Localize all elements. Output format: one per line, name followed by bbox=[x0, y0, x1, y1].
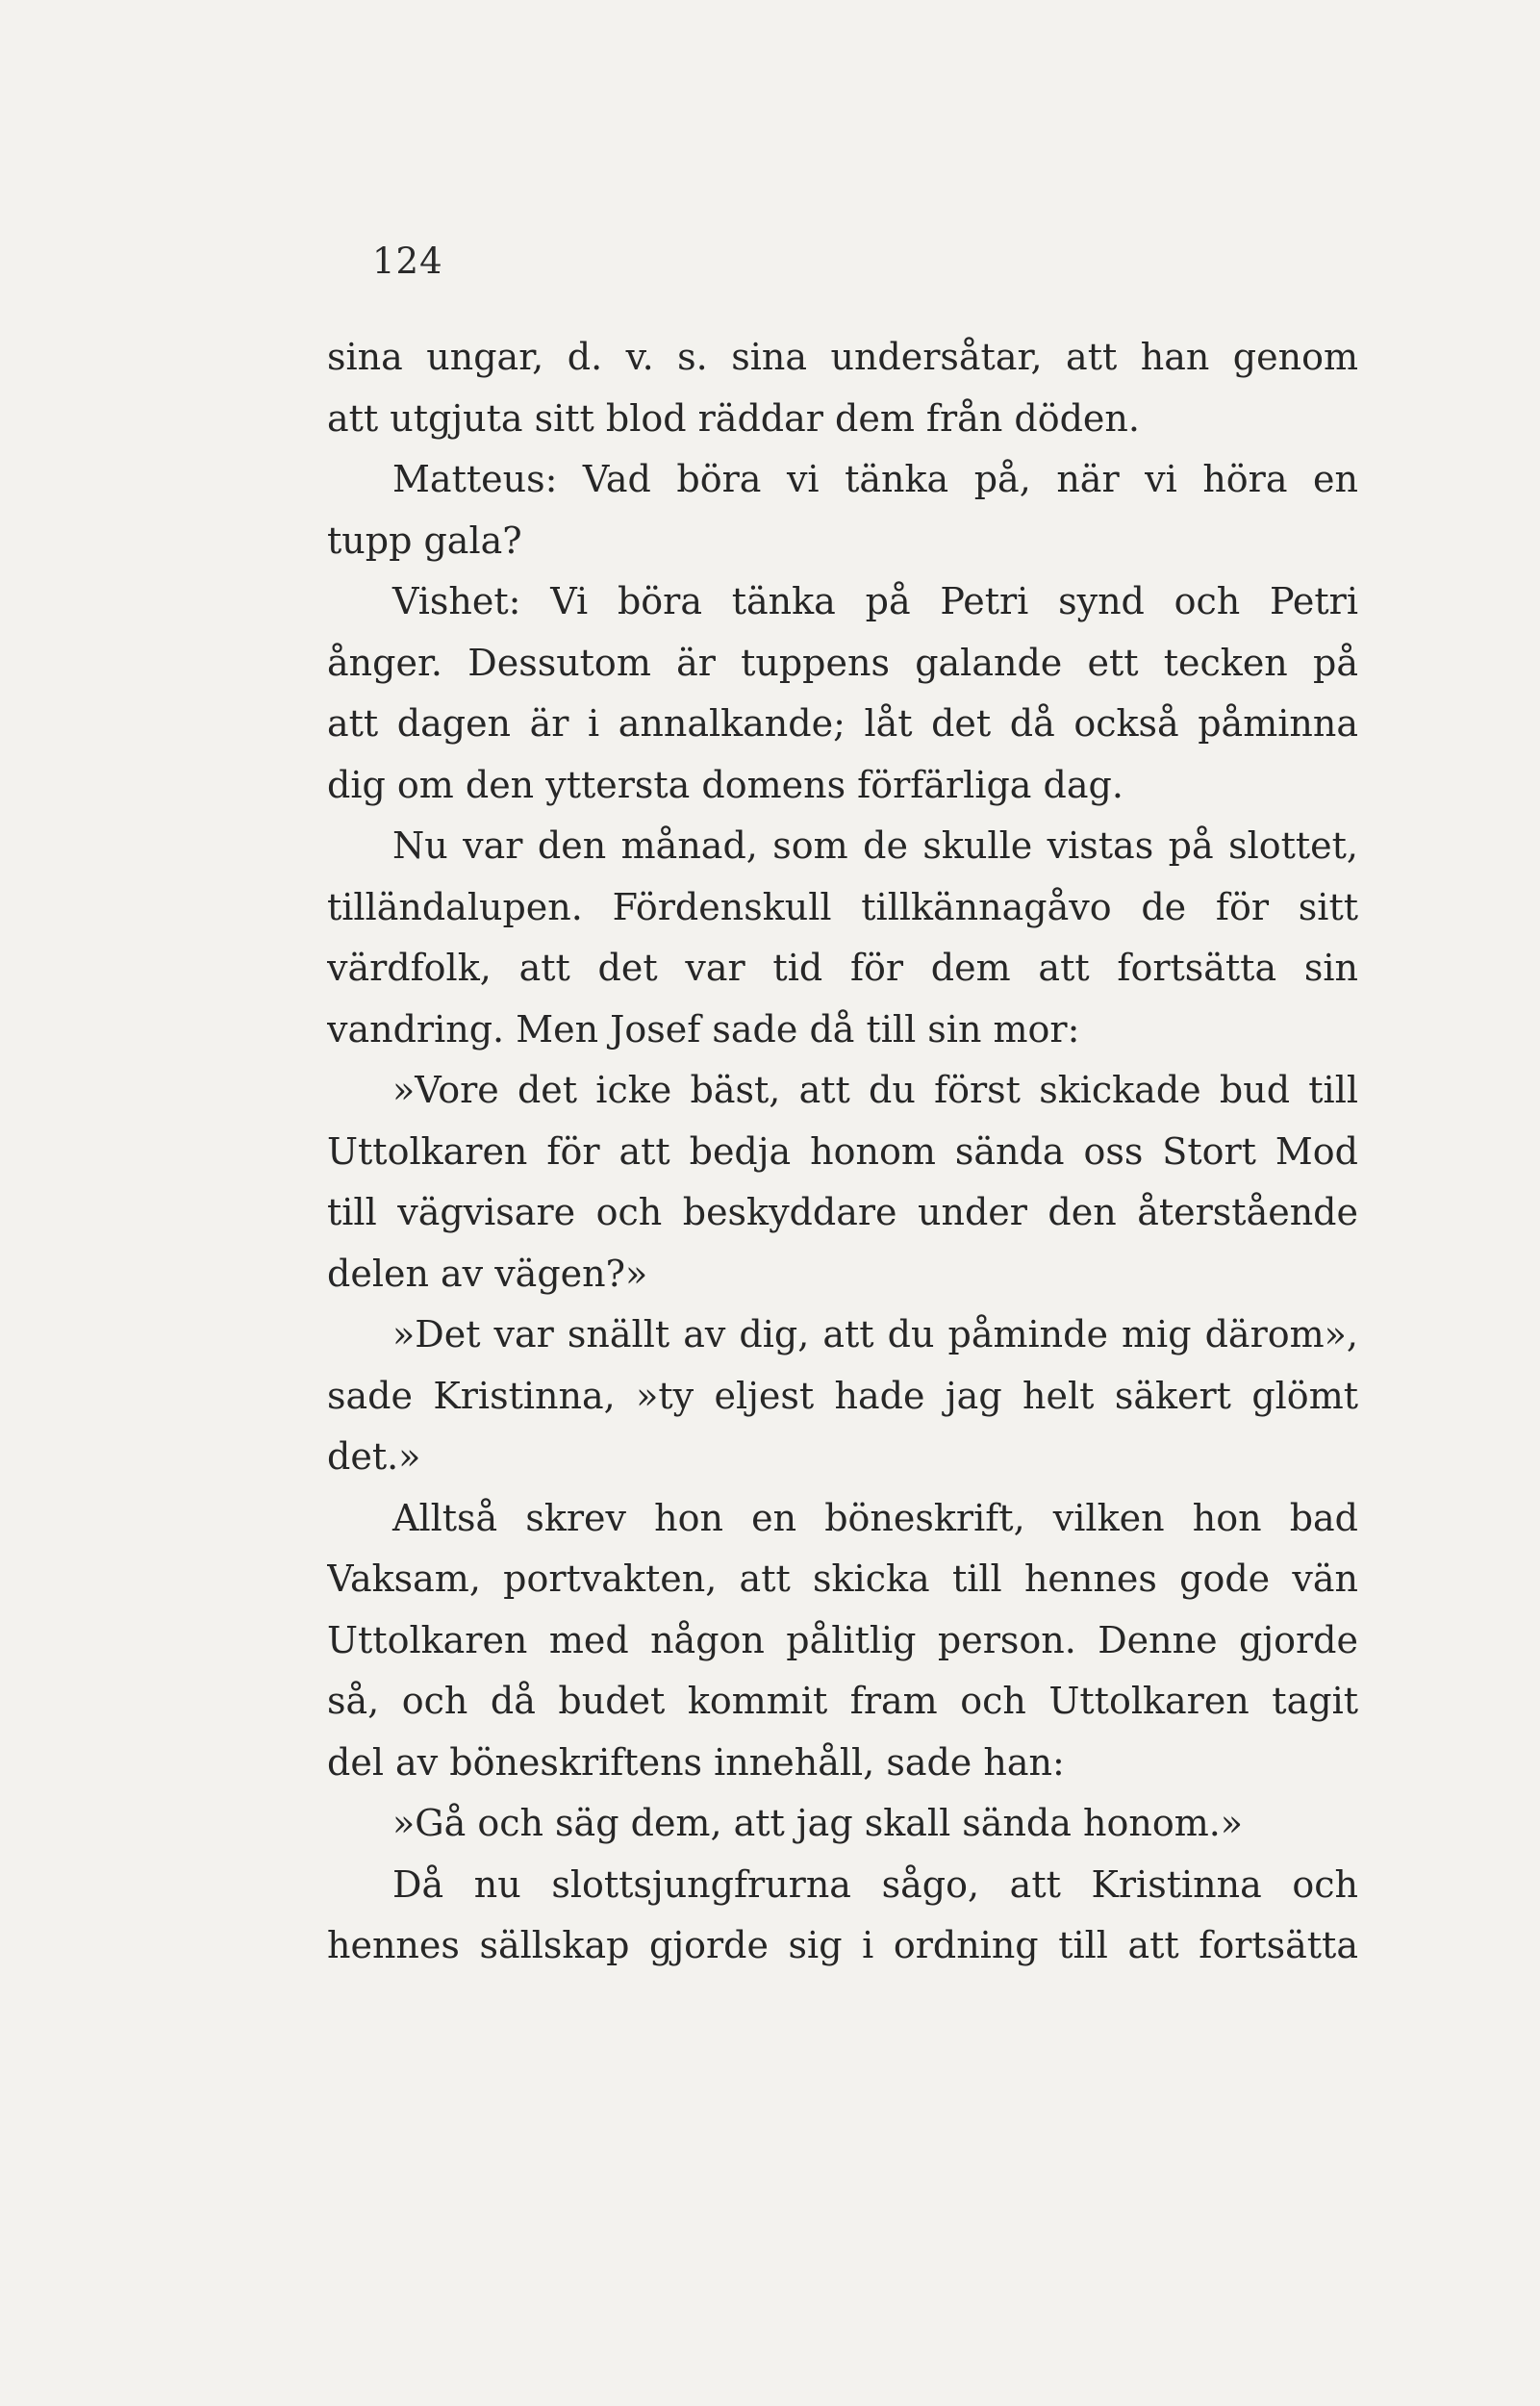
text-line: Uttolkaren för att bedja honom sända oss Stort Mod bbox=[327, 1129, 1358, 1173]
text-line: så, och då budet kommit fram och Uttolkaren tagit bbox=[327, 1680, 1358, 1722]
text-line: del av böneskriftens innehåll, sade han: bbox=[327, 1740, 1065, 1784]
text-line: värdfolk, att det var tid för dem att fortsätta sin bbox=[327, 947, 1358, 989]
text-line: delen av vägen?» bbox=[327, 1252, 648, 1295]
text-line: vandring. Men Josef sade då till sin mor: bbox=[327, 1007, 1080, 1051]
text-line: Då nu slottsjungfrurna sågo, att Kristinna och bbox=[392, 1862, 1358, 1906]
text-line: »Det var snällt av dig, att du påminde mig därom», bbox=[392, 1313, 1358, 1355]
text-line: tupp gala? bbox=[327, 519, 522, 562]
text-line: Uttolkaren med någon pålitlig person. Denne gjorde bbox=[327, 1618, 1358, 1661]
text-line: sina ungar, d. v. s. sina undersåtar, att han genom bbox=[327, 336, 1358, 378]
text-line: sade Kristinna, »ty eljest hade jag helt säkert glömt bbox=[327, 1374, 1358, 1417]
page-number: 124 bbox=[372, 241, 443, 282]
text-line: Vishet: Vi böra tänka på Petri synd och Petri bbox=[392, 580, 1358, 622]
text-line: att dagen är i annalkande; låt det då också påminna bbox=[327, 702, 1358, 745]
text-line: att utgjuta sitt blod räddar dem från döden. bbox=[327, 396, 1140, 440]
text-line: »Vore det icke bäst, att du först skickade bud till bbox=[392, 1069, 1358, 1111]
text-line: Alltså skrev hon en böneskrift, vilken hon bad bbox=[392, 1496, 1358, 1539]
text-line: dig om den yttersta domens förfärliga dag. bbox=[327, 763, 1123, 806]
body-text bbox=[327, 327, 1358, 1977]
text-line: hennes sällskap gjorde sig i ordning till att fortsätta bbox=[327, 1924, 1358, 1966]
text-line: Nu var den månad, som de skulle vistas på slottet, bbox=[392, 824, 1358, 867]
text-line: Matteus: Vad böra vi tänka på, när vi höra en bbox=[392, 458, 1358, 500]
text-line: ånger. Dessutom är tuppens galande ett tecken på bbox=[327, 641, 1358, 684]
text-line: Vaksam, portvakten, att skicka till hennes gode vän bbox=[327, 1558, 1358, 1600]
text-line: det.» bbox=[327, 1435, 421, 1478]
text-line: till vägvisare och beskyddare under den återstående bbox=[327, 1191, 1358, 1233]
text-line: »Gå och säg dem, att jag skall sända honom.» bbox=[392, 1802, 1244, 1844]
text-line: tilländalupen. Fördenskull tillkännagåvo de för sitt bbox=[327, 885, 1358, 928]
